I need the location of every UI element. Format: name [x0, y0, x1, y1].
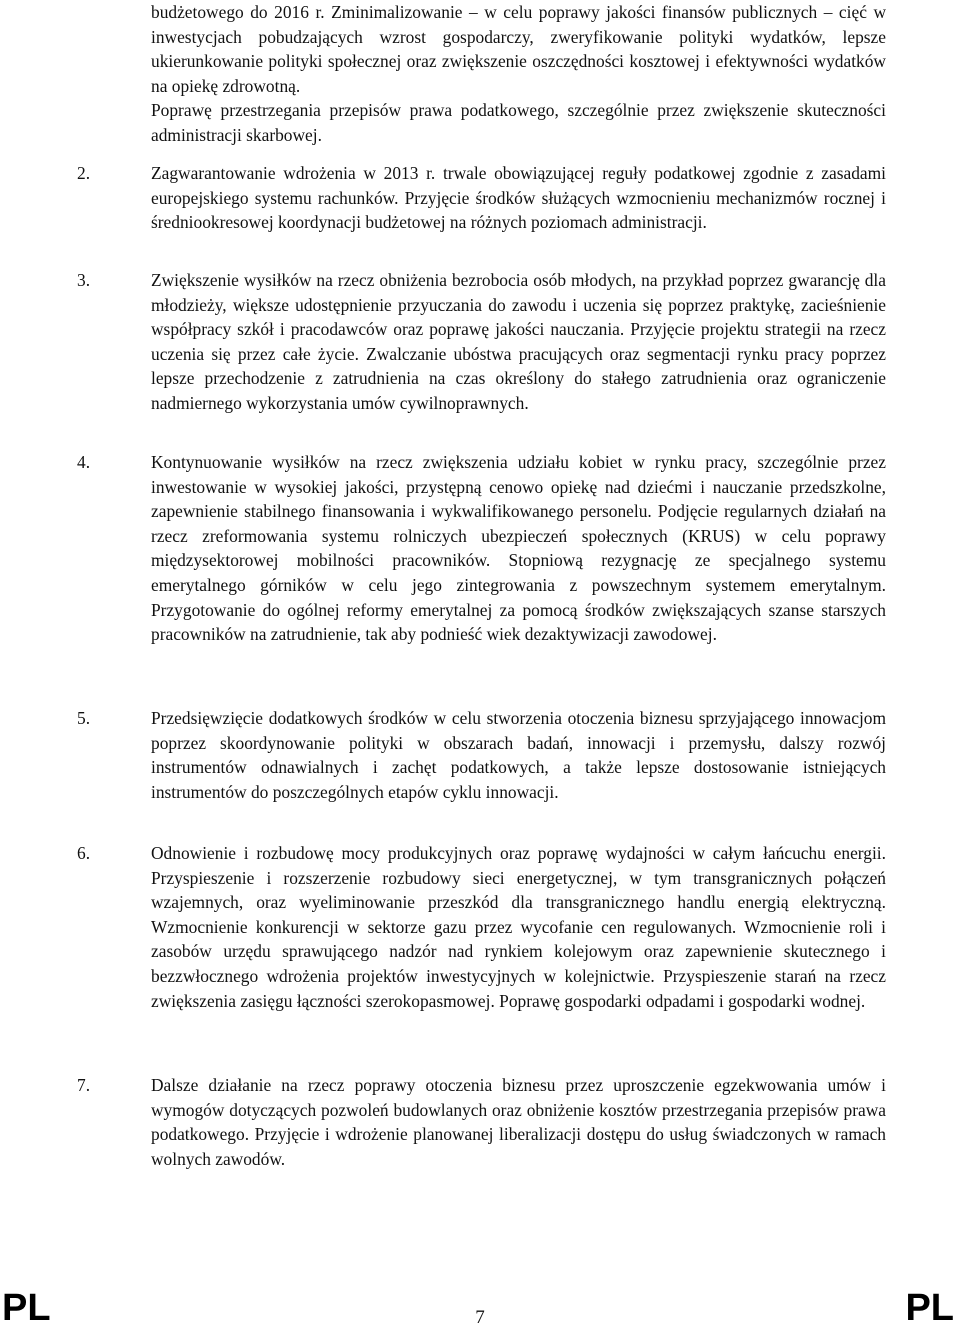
- list-item: [77, 706, 886, 804]
- page-number: 7: [475, 1307, 485, 1328]
- list-item-text: Odnowienie i rozbudowę mocy produkcyjnych oraz poprawę wydajności w całym łańcuchu energii. Przyspieszenie i rozszerzenie rozbudowy sieci energetycznej, w tym transgranicznych połączeń wzajemnych, oraz wyeliminowanie przeszkód dla transgranicznego handlu energią elektryczną. Wzmocnienie konkurencji w sektorze gazu przez wycofanie cen regulowanych. Wzmocnienie roli i zasobów urzędu sprawującego nadzór nad rynkiem kolejowym oraz zapewnienie skutecznego i bezzwłocznego wdrożenia projektów inwestycyjnych w kolejnictwie. Przyspieszenie starań na rzecz zwiększenia zasięgu łączności szerokopasmowej. Poprawę gospodarki odpadami i gospodarki wodnej.: [151, 843, 886, 1011]
- intro-block: [151, 0, 886, 148]
- list-item-text: Zwiększenie wysiłków na rzecz obniżenia bezrobocia osób młodych, na przykład poprzez gwarancję dla młodzieży, większe udostępnienie przyuczania do zawodu i uczenia się poprzez praktykę, zacieśnienie współpracy szkół i pracodawców oraz poprawę jakości nauczania. Przyjęcie projektu strategii na rzecz uczenia się przez całe życie. Zwalczanie ubóstwa pracujących oraz segmentacji rynku pracy poprzez lepsze przechodzenie z zatrudnienia na czas określony do stałego zatrudnienia oraz ograniczenie nadmiernego wykorzystania umów cywilnoprawnych.: [151, 270, 886, 413]
- list-item: [77, 1073, 886, 1171]
- list-item: [77, 841, 886, 1013]
- intro-paragraph-2: Poprawę przestrzegania przepisów prawa podatkowego, szczególnie przez zwiększenie skuteczności administracji skarbowej.: [151, 100, 886, 145]
- list-item: [77, 268, 886, 416]
- list-item-text: Kontynuowanie wysiłków na rzecz zwiększenia udziału kobiet w rynku pracy, szczególnie przez inwestowanie w wysokiej jakości, przystępną cenowo opiekę nad dziećmi i nauczanie przedszkolne, zapewnienie stabilnego finansowania i wykwalifikowanego personelu. Podjęcie regularnych działań na rzecz zreformowania systemu rolniczych ubezpieczeń społecznych (KRUS) w celu poprawy międzysektorowej mobilności pracowników. Stopniową rezygnację ze specjalnego systemu emerytalnego górników w celu jego zintegrowania z powszechnym systemem emerytalnym. Przygotowanie do ogólnej reformy emerytalnej za pomocą środków zwiększających szanse starszych pracowników na zatrudnienie, tak aby podnieść wiek dezaktywizacji zawodowej.: [151, 452, 886, 645]
- footer-language-code-right: PL: [905, 1287, 954, 1329]
- list-item-number: 6.: [77, 843, 91, 863]
- intro-paragraph-1: budżetowego do 2016 r. Zminimalizowanie – w celu poprawy jakości finansów publicznych – cięć w inwestycjach pobudzających wzrost gospodarczy, zweryfikowanie polityki wydatków, lepsze ukierunkowanie polityki społecznej oraz zwiększenie oszczędności kosztowej i efektywności wydatków na opiekę zdrowotną.: [151, 2, 886, 96]
- list-item-number: 3.: [77, 270, 91, 290]
- list-item: [77, 450, 886, 647]
- list-item-text: Przedsięwzięcie dodatkowych środków w celu stworzenia otoczenia biznesu sprzyjającego innowacjom poprzez skoordynowanie polityki w obszarach badań, innowacji i przemysłu, dalszy rozwój instrumentów odnawialnych i zachęt podatkowych, a także lepsze dostosowanie istniejących instrumentów do poszczególnych etapów cyklu innowacji.: [151, 708, 886, 802]
- footer-language-code-left: PL: [2, 1287, 51, 1329]
- list-item-number: 7.: [77, 1075, 91, 1095]
- list-item-text: Dalsze działanie na rzecz poprawy otoczenia biznesu przez uproszczenie egzekwowania umów i wymogów dotyczących pozwoleń budowlanych oraz obniżenie kosztów przestrzegania przepisów prawa podatkowego. Przyjęcie i wdrożenie planowanej liberalizacji dostępu do usług świadczonych w ramach wolnych zawodów.: [151, 1075, 886, 1169]
- list-item-text: Zagwarantowanie wdrożenia w 2013 r. trwale obowiązującej reguły podatkowej zgodnie z zasadami europejskiego systemu rachunków. Przyjęcie środków służących wzmocnieniu mechanizmów rocznej i średniookresowej koordynacji budżetowej na różnych poziomach administracji.: [151, 163, 886, 233]
- list-item-number: 4.: [77, 452, 91, 472]
- list-item-number: 5.: [77, 708, 91, 728]
- list-item: [77, 161, 886, 235]
- list-item-number: 2.: [77, 163, 91, 183]
